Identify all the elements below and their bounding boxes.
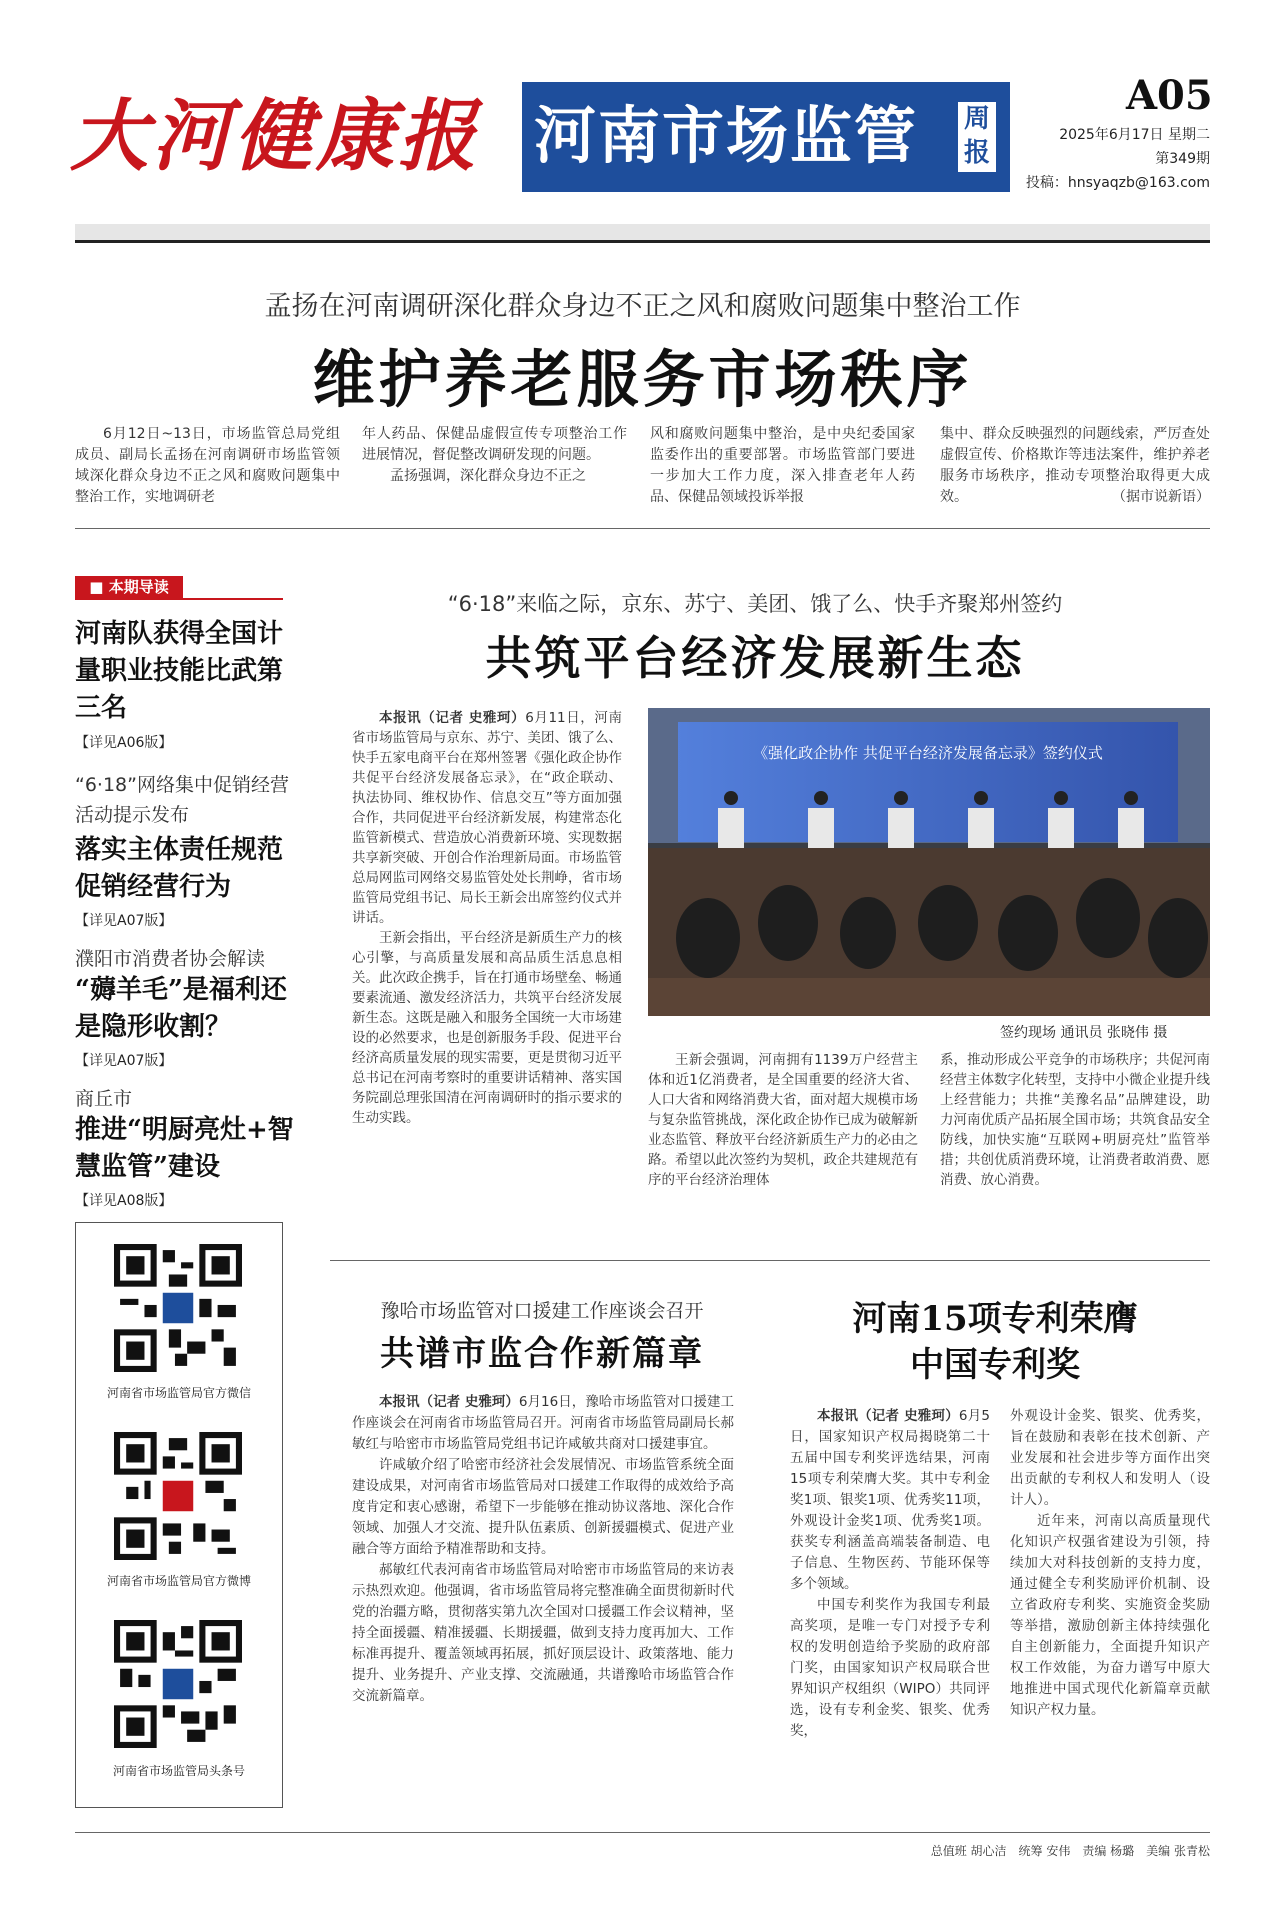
lead-kicker: 孟扬在河南调研深化群众身边不正之风和腐败问题集中整治工作	[264, 291, 1021, 322]
guide-item-title[interactable]: 落实主体责任规范促销经营行为	[75, 835, 284, 902]
section-divider	[75, 528, 1210, 529]
lead-column-2: 年人药品、保健品虚假宣传专项整治工作进展情况，督促整改调研发现的问题。 孟扬强调，深化群众身边不正之	[362, 426, 627, 484]
contact-email[interactable]: 投稿：hnsyaqzb@163.com	[1025, 175, 1210, 191]
section-divider	[330, 1260, 1210, 1261]
qr-code-wechat[interactable]	[114, 1244, 242, 1372]
story4-headline: 河南15项专利荣膺 中国专利奖	[852, 1299, 1138, 1385]
newspaper-logo: 大河健康报	[70, 91, 481, 182]
guide-item-kicker: 濮阳市消费者协会解读	[75, 948, 266, 970]
header-rule	[75, 240, 1210, 243]
lead-column-3: 风和腐败问题集中整治，是中央纪委国家监委作出的重要部署。市场监管部门要进一步加大工作力度，深入排查老年人药品、保健品领域投诉举报	[650, 426, 915, 505]
guide-item-ref[interactable]: 【详见A08版】	[75, 1193, 173, 1209]
qr-code-weibo[interactable]	[114, 1432, 242, 1560]
lead-column-4: 集中、群众反映强烈的问题线索，严厉查处虚假宣传、价格欺诈等违法案件，维护养老服务市场秩序，推动专项整治取得更大成效。 （据市说新语）	[940, 424, 1210, 508]
page-number: A05	[1126, 72, 1213, 119]
guide-item-title[interactable]: “薅羊毛”是福利还是隐形收割？	[75, 975, 287, 1042]
guide-item-ref[interactable]: 【详见A07版】	[75, 1053, 173, 1069]
header-band	[75, 224, 1210, 240]
guide-item-ref[interactable]: 【详见A06版】	[75, 735, 173, 751]
signing-ceremony-photo	[648, 708, 1210, 1016]
guide-rule	[75, 598, 283, 600]
guide-item-title[interactable]: 河南队获得全国计量职业技能比武第三名	[75, 619, 284, 723]
guide-item-kicker: “6·18”网络集中促销经营活动提示发布	[75, 774, 289, 826]
lead-column-1: 6月12日~13日，市场监管总局党组成员、副局长孟扬在河南调研市场监管领域深化群众身边不正之风和腐败问题集中整治工作，实地调研老	[75, 426, 340, 505]
story2-kicker: “6·18”来临之际，京东、苏宁、美团、饿了么、快手齐聚郑州签约	[447, 592, 1063, 616]
guide-item-kicker: 商丘市	[75, 1088, 133, 1110]
guide-item-title[interactable]: 推进“明厨亮灶+智慧监管”建设	[75, 1115, 294, 1182]
story2-column-1: 本报讯（记者 史雅珂）6月11日，河南省市场监管局与京东、苏宁、美团、饿了么、快手五家电商平台在郑州签署《强化政企协作 共促平台经济发展备忘录》，在“政企联动、执法协同、维权协作、信息交互”等方面加强合作，共同促进平台经济新发展，构建常态化监管新模式、营造放心消费新环境、实现数据共享新突破、开创合作治理新局面。市场监管总局网监司网络交易监管处处长荆峥，省市场监管局党组书记、局长王新会出席签约仪式并讲话。 王新会指出，平台经济是新质生产力的核心引擎，与高质量发展和高品质生活息息相关。此次政企携手，旨在打通市场壁垒、畅通要素流通、激发经济活力，共筑平台经济发展新生态。这既是融入和服务全国统一大市场建设的必然要求，也是创新服务手段、促进平台经济高质量发展的现实需要，更是贯彻习近平总书记在河南考察时的重要讲话精神、落实国务院副总理张国清在河南调研时的指示要求的生动实践。	[352, 710, 622, 1126]
story4-column-2: 外观设计金奖、银奖、优秀奖，旨在鼓励和表彰在技术创新、产业发展和社会进步等方面作出突出贡献的专利权人和发明人（设计人）。 近年来，河南以高质量现代化知识产权强省建设为引领，持续加大对科技创新的支持力度，通过健全专利奖励评价机制、设立省政府专利奖、实施资金奖励等举措，激励创新主体持续强化自主创新能力，全面提升知识产权工作效能，为奋力谱写中原大地推进中国式现代化新篇章贡献知识产权力量。	[1010, 1408, 1210, 1718]
story4-column-1: 本报讯（记者 史雅珂）6月5日，国家知识产权局揭晓第二十五届中国专利奖评选结果，河南15项专利荣膺大奖。其中专利金奖1项、银奖1项、优秀奖11项，外观设计金奖1项、优秀奖1项。获奖专利涵盖高端装备制造、电子信息、生物医药、节能环保等多个领域。 中国专利奖作为我国专利最高奖项，是唯一专门对授予专利权的发明创造给予奖励的政府部门奖，由国家知识产权局联合世界知识产权组织（WIPO）共同评选，设有专利金奖、银奖、优秀奖，	[790, 1408, 991, 1739]
story3-body: 本报讯（记者 史雅珂）6月16日，豫哈市场监管对口援建工作座谈会在河南省市场监管局召开。河南省市场监管局副局长郝敏红与哈密市市场监管局党组书记许咸敏共商对口援建事宜。 许咸敏介绍了哈密市经济社会发展情况、市场监管系统全面建设成果，对河南省市场监管局对口援建工作取得的成效给予高度肯定和衷心感谢，希望下一步能够在推动协议落地、深化合作领域、加强人才交流、提升队伍素质、创新援疆模式、促进产业融合等方面给予精准帮助和支持。 郝敏红代表河南省市场监管局对哈密市市场监管局的来访表示热烈欢迎。他强调，省市场监管局将完整准确全面贯彻新时代党的治疆方略，贯彻落实第九次全国对口援疆工作会议精神，坚持全面援疆、精准援疆、长期援疆，做到支持力度再加大、工作标准再提升、覆盖领域再拓展，抓好顶层设计、政策落地、能力提升、业务提升、产业支撑、交流融通，共谱豫哈市场监管合作交流新篇章。	[352, 1394, 734, 1704]
guide-label: ■ 本期导读	[75, 576, 183, 598]
qr-label: 河南省市场监管局头条号	[112, 1764, 245, 1778]
weekly-badge: 周报	[958, 102, 996, 172]
lead-headline: 维护养老服务市场秩序	[312, 343, 973, 416]
story3-headline: 共谱市监合作新篇章	[380, 1334, 704, 1374]
guide-item-ref[interactable]: 【详见A07版】	[75, 913, 173, 929]
story3-kicker: 豫哈市场监管对口援建工作座谈会召开	[380, 1300, 704, 1322]
issue-number: 第349期	[1155, 151, 1210, 167]
footer-rule	[75, 1832, 1210, 1833]
photo-caption: 签约现场 通讯员 张晓伟 摄	[1000, 1025, 1168, 1041]
qr-code-toutiao[interactable]	[114, 1620, 242, 1748]
story2-column-2: 王新会强调，河南拥有1139万户经营主体和近1亿消费者，是全国重要的经济大省、人口大省和网络消费大省，面对超大规模市场与复杂监管挑战，深化政企协作已成为破解新业态监管、释放平台经济新质生产力的必由之路。希望以此次签约为契机，政企共建规范有序的平台经济治理体	[648, 1052, 918, 1188]
weekly-title: 河南市场监管	[534, 99, 919, 172]
lead-source: （据市说新语）	[1112, 489, 1210, 505]
issue-date: 2025年6月17日 星期二	[1059, 127, 1210, 143]
photo-banner-text: 《强化政企协作 共促平台经济发展备忘录》签约仪式	[753, 744, 1103, 762]
qr-label: 河南省市场监管局官方微信	[106, 1386, 251, 1400]
qr-label: 河南省市场监管局官方微博	[106, 1574, 251, 1588]
story2-headline: 共筑平台经济发展新生态	[485, 631, 1025, 685]
story2-column-3: 系，推动形成公平竞争的市场秩序；共促河南经营主体数字化转型，支持中小微企业提升线上经营能力；共推“美豫名品”品牌建设，助力河南优质产品拓展全国市场；共筑食品安全防线，加快实施“互联网+明厨亮灶”监管举措；共创优质消费环境，让消费者敢消费、愿消费、放心消费。	[940, 1052, 1210, 1188]
editorial-credits: 总值班 胡心洁 统筹 安伟 责编 杨璐 美编 张青松	[930, 1844, 1210, 1858]
